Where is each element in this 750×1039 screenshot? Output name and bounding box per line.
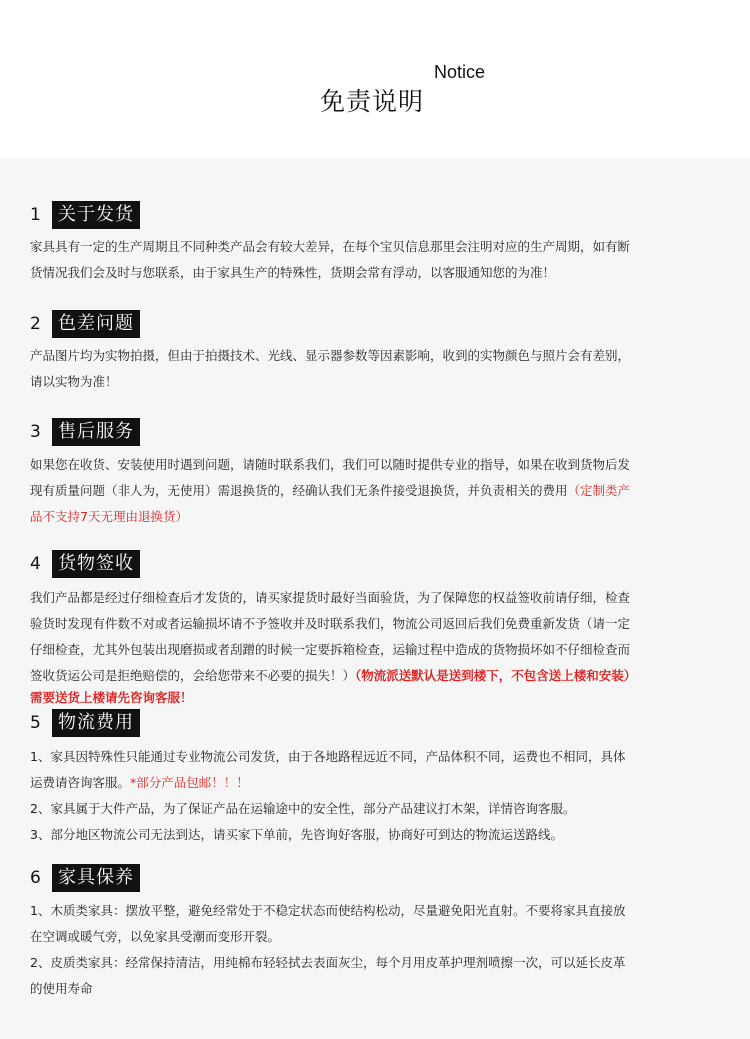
section-4-red-note-b: 需要送货上楼请先咨询客服！	[30, 690, 193, 705]
section-1-line-1: 家具具有一定的生产周期且不同种类产品会有较大差异，在每个宝贝信息那里会注明对应的生产周期，如有断	[30, 239, 631, 254]
section-4-line-1: 我们产品都是经过仔细检查后才发货的，请买家提货时最好当面验货，为了保障您的权益签收前请仔细，检查	[30, 590, 631, 605]
section-4-title: 货物签收	[52, 550, 140, 578]
section-1-heading	[30, 201, 140, 229]
section-3-line-1: 如果您在收货、安装使用时遇到问题，请随时联系我们，我们可以随时提供专业的指导，如果在收到货物后发	[30, 457, 631, 472]
section-2-number: 2	[30, 314, 41, 334]
section-6-line-2: 在空调或暖气旁，以免家具受潮而变形开裂。	[30, 929, 281, 944]
section-6-number: 6	[30, 868, 41, 888]
section-3-line-2: 现有质量问题（非人为，无使用）需退换货的，经确认我们无条件接受退换货，并负责相关的费用	[30, 483, 568, 498]
section-4-number: 4	[30, 554, 41, 574]
section-6-line-1: 1、木质类家具：摆放平整，避免经常处于不稳定状态而使结构松动，尽量避免阳光直射。不要将家具直接放	[30, 903, 626, 918]
section-5-text	[30, 744, 725, 848]
section-4-text	[30, 585, 725, 707]
section-1-line-2: 货情况我们会及时与您联系，由于家具生产的特殊性，货期会常有浮动，以客服通知您的为准！	[30, 265, 556, 280]
section-2-line-2: 请以实物为准！	[30, 374, 118, 389]
section-4-line-4: 签收货运公司是拒绝赔偿的，会给您带来不必要的损失！）	[30, 668, 356, 683]
section-2-title: 色差问题	[52, 310, 140, 338]
section-1-title: 关于发货	[52, 201, 140, 229]
section-5-title: 物流费用	[52, 709, 140, 737]
section-3-red-note-b: 品不支持7天无理由退换货）	[30, 509, 188, 524]
section-3-heading	[30, 418, 140, 446]
section-5-line-4: 3、部分地区物流公司无法到达，请买家下单前，先咨询好客服，协商好可到达的物流运送路线。	[30, 827, 563, 842]
section-1-text	[30, 234, 725, 286]
section-5-red-note: *部分产品包邮！！！	[130, 775, 249, 790]
section-5-line-3: 2、家具属于大件产品，为了保证产品在运输途中的安全性，部分产品建议打木架，详情咨询客服。	[30, 801, 576, 816]
header	[0, 0, 750, 158]
section-6-heading	[30, 864, 140, 892]
section-2-heading	[30, 310, 140, 338]
section-4-line-2: 验货时发现有件数不对或者运输损坏请不予签收并及时联系我们，物流公司返回后我们免费重新发货（请一定	[30, 616, 631, 631]
section-3-title: 售后服务	[52, 418, 140, 446]
section-5-heading	[30, 709, 140, 737]
section-1-number: 1	[30, 205, 41, 225]
page-title: 免责说明	[320, 87, 425, 116]
section-4-line-3: 仔细检查，尤其外包装出现磨损或者刮蹭的时候一定要拆箱检查，运输过程中造成的货物损坏如不仔细检查而	[30, 642, 631, 657]
section-4-red-note-a: （物流派送默认是送到楼下，不包含送上楼和安装）	[355, 668, 637, 683]
section-3-text	[30, 452, 725, 530]
section-6-line-3: 2、皮质类家具：经常保持清洁，用纯棉布轻轻拭去表面灰尘，每个月用皮革护理剂喷擦一次，可以延长皮革	[30, 955, 626, 970]
section-2-line-1: 产品图片均为实物拍摄，但由于拍摄技术、光线、显示器参数等因素影响，收到的实物颜色与照片会有差别，	[30, 348, 631, 363]
section-5-line-2: 运费请咨询客服。	[30, 775, 131, 790]
section-4-heading	[30, 550, 140, 578]
section-6-line-4: 的使用寿命	[30, 981, 93, 996]
section-6-title: 家具保养	[52, 864, 140, 892]
section-5-line-1: 1、家具因特殊性只能通过专业物流公司发货，由于各地路程远近不同，产品体积不同，运费也不相同，具体	[30, 749, 626, 764]
section-6-text	[30, 898, 725, 1002]
section-3-number: 3	[30, 422, 41, 442]
section-5-number: 5	[30, 713, 41, 733]
section-3-red-note-a: （定制类产	[567, 483, 631, 498]
section-2-text	[30, 343, 725, 395]
notice-label: Notice	[434, 62, 486, 82]
